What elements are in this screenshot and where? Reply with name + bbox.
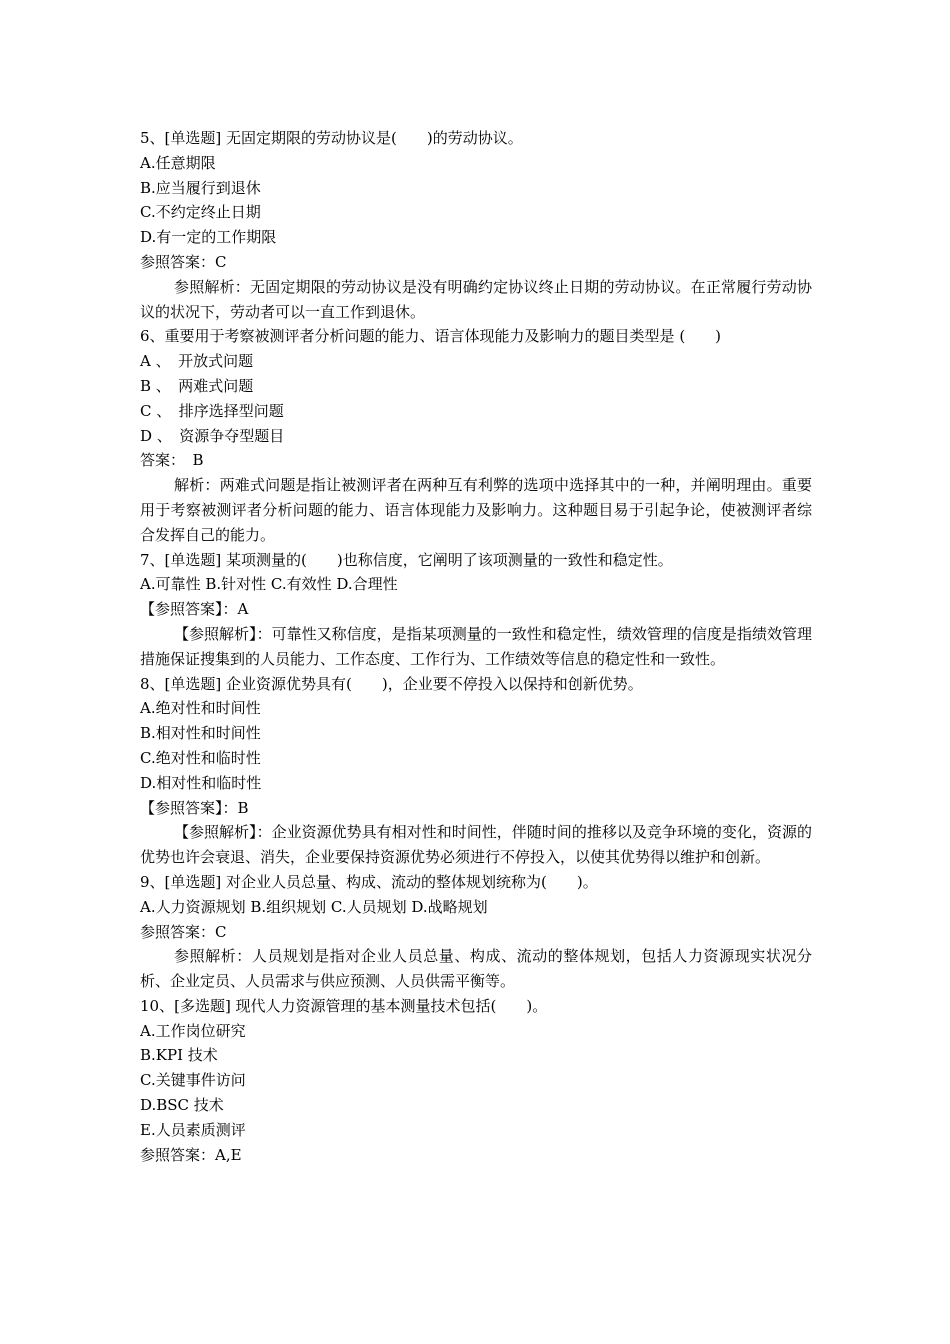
option: A.任意期限 (140, 153, 216, 172)
answer: 答案： B (140, 451, 204, 470)
explanation: 参照解析：人员规划是指对企业人员总量、构成、流动的整体规划，包括人力资源现实状况分析、企业定员、人员需求与供应预测、人员供需平衡等。 (140, 947, 812, 991)
option: A.工作岗位研究 (140, 1021, 246, 1040)
answer: 参照答案：A,E (140, 1145, 242, 1164)
explanation: 参照解析：无固定期限的劳动协议是没有明确约定协议终止日期的劳动协议。在正常履行劳动协议的状况下，劳动者可以一直工作到退休。 (140, 277, 812, 321)
option: B 、 两难式问题 (140, 376, 254, 395)
explanation: 【参照解析】：企业资源优势具有相对性和时间性，伴随时间的推移以及竞争环境的变化，资源的优势也许会衰退、消失，企业要保持资源优势必须进行不停投入，以使其优势得以维护和创新。 (140, 823, 812, 867)
question-stem: 9、[单选题] 对企业人员总量、构成、流动的整体规划统称为( )。 (140, 872, 598, 891)
question-stem: 5、[单选题] 无固定期限的劳动协议是( )的劳动协议。 (140, 129, 523, 147)
option: C.关键事件访问 (140, 1071, 246, 1090)
option: A 、 开放式问题 (140, 352, 254, 371)
option: D 、 资源争夺型题目 (140, 426, 285, 445)
option: A.绝对性和时间性 (140, 699, 261, 718)
option: C 、 排序选择型问题 (140, 401, 284, 420)
explanation: 【参照解析】：可靠性又称信度，是指某项测量的一致性和稳定性，绩效管理的信度是指绩效管理措施保证搜集到的人员能力、工作态度、工作行为、工作绩效等信息的稳定性和一致性。 (140, 624, 812, 668)
option: D.BSC 技术 (140, 1096, 224, 1115)
explanation: 解析：两难式问题是指让被测评者在两种互有利弊的选项中选择其中的一种，并阐明理由。重要用于考察被测评者分析问题的能力、语言体现能力及影响力。这种题目易于引起争论，使被测评者综合发挥自己的能力。 (140, 476, 812, 544)
option: B.KPI 技术 (140, 1046, 218, 1065)
answer: 【参照答案】：B (140, 798, 249, 817)
option: A.可靠性 B.针对性 C.有效性 D.合理性 (140, 575, 398, 594)
option: D.有一定的工作期限 (140, 228, 277, 247)
answer: 参照答案：C (140, 252, 227, 271)
option: B.相对性和时间性 (140, 724, 261, 743)
option: A.人力资源规划 B.组织规划 C.人员规划 D.战略规划 (140, 897, 488, 916)
question-stem: 7、[单选题] 某项测量的( )也称信度，它阐明了该项测量的一致性和稳定性。 (140, 550, 673, 569)
question-stem: 6、重要用于考察被测评者分析问题的能力、语言体现能力及影响力的题目类型是 ( ) (140, 327, 722, 346)
option: C.绝对性和临时性 (140, 748, 261, 767)
option: B.应当履行到退休 (140, 178, 261, 197)
question-stem: 10、[多选题] 现代人力资源管理的基本测量技术包括( )。 (140, 996, 548, 1015)
answer: 参照答案：C (140, 922, 227, 941)
option: D.相对性和临时性 (140, 773, 262, 792)
answer: 【参照答案】：A (140, 600, 249, 619)
option: E.人员素质测评 (140, 1120, 246, 1139)
question-list (140, 126, 812, 1167)
option: C.不约定终止日期 (140, 203, 261, 222)
question-stem: 8、[单选题] 企业资源优势具有( )，企业要不停投入以保持和创新优势。 (140, 674, 643, 693)
